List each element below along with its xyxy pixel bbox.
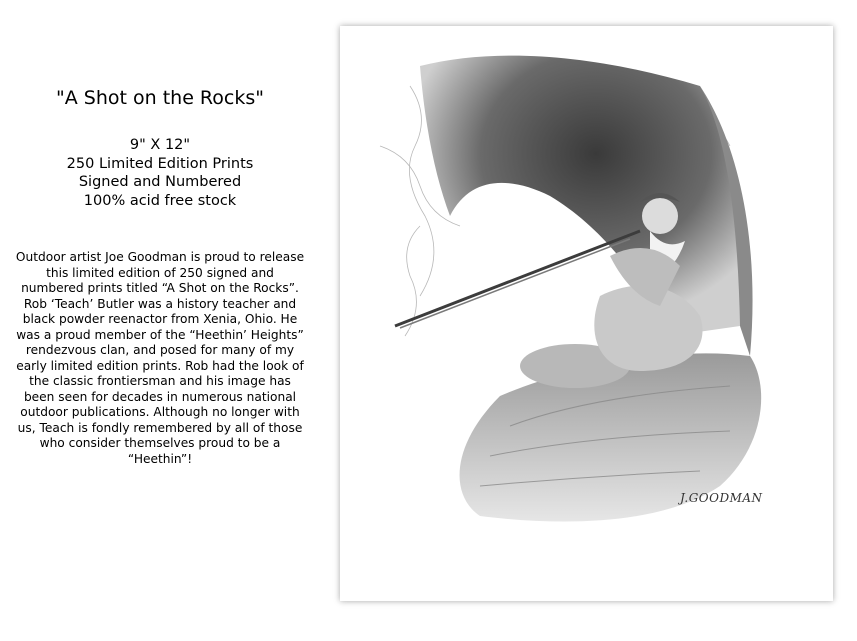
print-specs bbox=[0, 136, 320, 210]
spec-signed: Signed and Numbered bbox=[78, 174, 242, 190]
print-info-panel bbox=[0, 0, 320, 641]
spec-paper: 100% acid free stock bbox=[83, 192, 237, 209]
print-title: "A Shot on the Rocks" bbox=[56, 87, 264, 109]
print-description: Outdoor artist Joe Goodman is proud to release this limited edition of 250 signed and numbered prints titled “A Shot on the Rocks”. Rob ‘Teach’ Butler was a history teacher and black powder reenactor from Xenia, Ohio. He was a proud member of the “Heethin’ Heights” rendezvous clan, and posed for many of my early limited edition prints. Rob had the look of the classic frontiersman and his image has been seen for decades in numerous national outdoor publications. Although no longer with us, Teach is fondly remembered by all of those who consider themselves proud to be a “Heethin”! bbox=[15, 250, 305, 466]
pencil-drawing-illustration bbox=[340, 26, 833, 601]
spec-size: 9" X 12" bbox=[129, 137, 191, 153]
artwork-image bbox=[340, 26, 833, 601]
spec-edition: 250 Limited Edition Prints bbox=[66, 155, 254, 172]
artist-signature: J.GOODMAN bbox=[680, 491, 763, 505]
